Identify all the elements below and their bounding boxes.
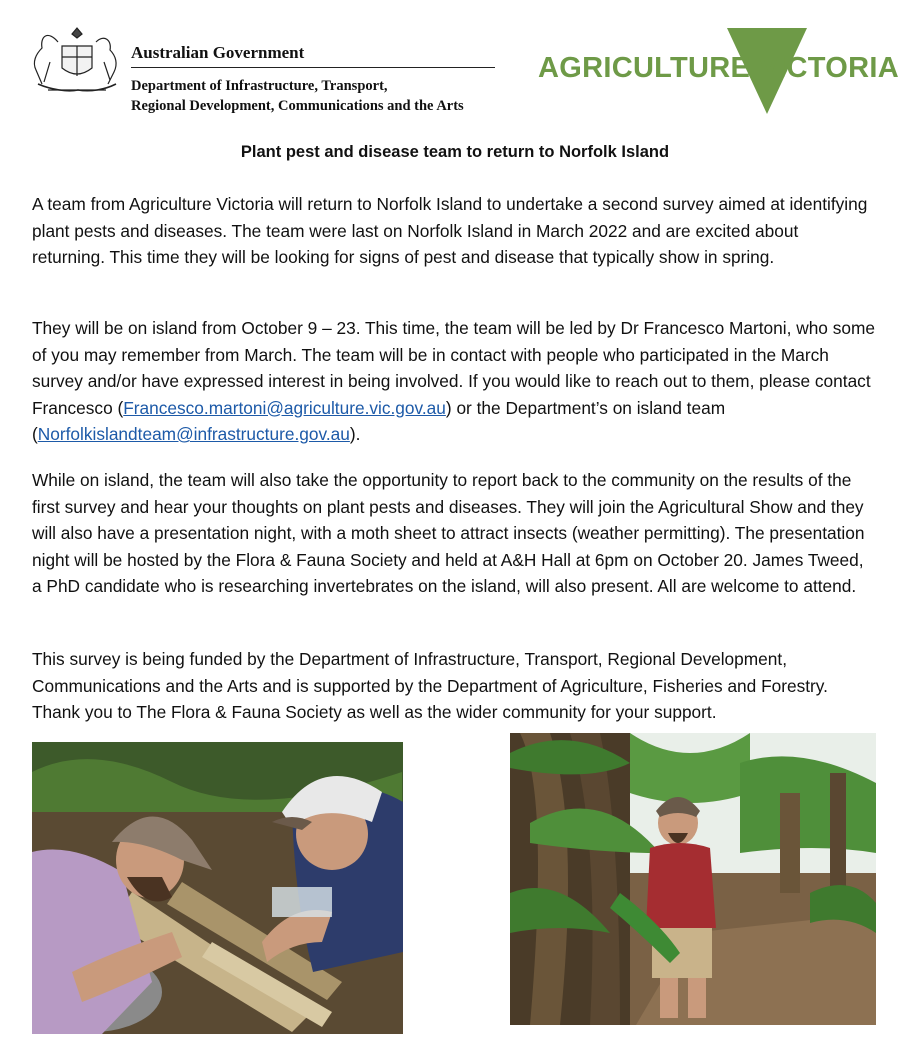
photo-team-inspecting-plant: [32, 742, 403, 1034]
australian-government-logo: [28, 26, 498, 116]
paragraph-presentation: While on island, the team will also take the opportunity to report back to the community on the results of the first survey and hear your thoughts on plant pests and diseases. They will join the Agricultural Show and they will also have a presentation night, with a moth sheet to attract insects (weather permitting). The presentation night will be hosted by the Flora & Fauna Society and held at A&H Hall at 6pm on October 20. James Tweed, a PhD candidate who is researching invertebrates on the island, will also present. All are welcome to attend.: [32, 470, 865, 596]
page-title: Plant pest and disease team to return to Norfolk Island: [240, 143, 670, 161]
photo-banana-plantation: [510, 733, 876, 1025]
contact-text-2: ) or the Department’s on island team (: [32, 397, 726, 444]
paragraph-intro: A team from Agriculture Victoria will return to Norfolk Island to undertake a second survey aimed at identifying plant pests and diseases. The team were last on Norfolk Island in March 2022 and are excited about returning. This time they will be looking for signs of pest and disease that typically show in spring.: [32, 194, 868, 267]
department-line-1: Department of Infrastructure, Transport,: [131, 78, 388, 94]
agriculture-victoria-wordmark: [538, 52, 899, 85]
paragraph-contact: [32, 315, 876, 448]
agriculture-victoria-logo: [538, 28, 899, 118]
coat-of-arms-icon: [28, 26, 126, 98]
department-name: [131, 76, 511, 116]
department-line-2: Regional Development, Communications and the Arts: [131, 98, 464, 114]
wordmark-agriculture: AGRICULTURE: [538, 52, 759, 84]
paragraph-funding: This survey is being funded by the Department of Infrastructure, Transport, Regional Development, Communications and the Arts and is supported by the Department of Agriculture, Fisheries and Forestry. Thank you to The Flora & Fauna Society as well as the wider community for your support.: [32, 649, 828, 722]
government-name: Australian Government: [131, 42, 495, 68]
contact-text-1: They will be on island from October 9 – 23. This time, the team will be led by Dr Francesco Martoni, who some of you may remember from March. The team will be in contact with people who participated in the March survey and/or have expressed interest in being involved. If you would like to reach out to them, please contact Francesco (: [32, 318, 875, 418]
norfolk-team-email-link[interactable]: Norfolkislandteam@infrastructure.gov.au: [37, 424, 350, 444]
contact-text-3: ).: [349, 424, 361, 444]
wordmark-victoria: VICTORIA: [758, 52, 899, 84]
francesco-email-link[interactable]: Francesco.martoni@agriculture.vic.gov.au: [123, 397, 446, 418]
